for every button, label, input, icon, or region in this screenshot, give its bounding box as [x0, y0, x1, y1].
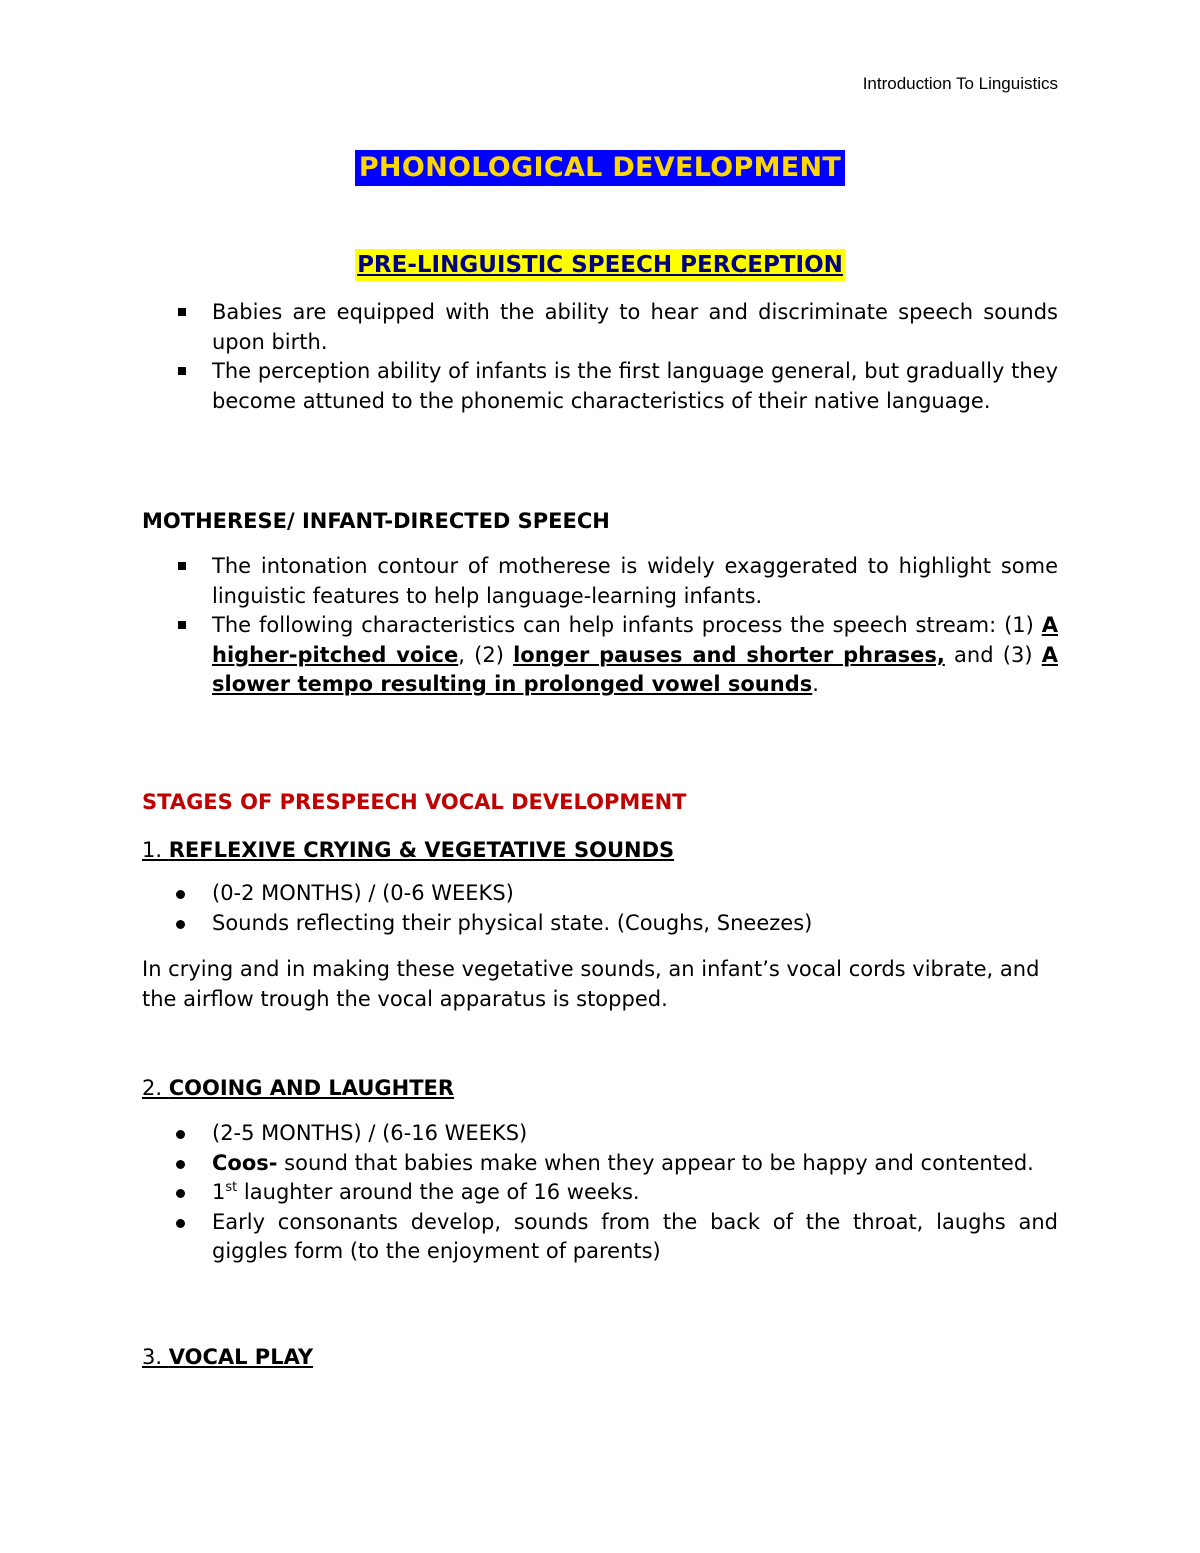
section-motherese	[142, 552, 1058, 700]
stage-1-list	[142, 879, 1058, 938]
list-item: Coos- sound that babies make when they appear to be happy and contented.	[142, 1149, 1058, 1179]
stage-heading-reflexive-crying: 1. REFLEXIVE CRYING & VEGETATIVE SOUNDS	[142, 838, 675, 862]
section-heading-motherese: MOTHERESE/ INFANT-DIRECTED SPEECH	[142, 509, 610, 533]
list-item: 1st laughter around the age of 16 weeks.	[142, 1178, 1058, 1208]
round-bullet-icon	[176, 1219, 185, 1228]
square-bullet-icon	[178, 308, 186, 316]
list-item: (2-5 MONTHS) / (6-16 WEEKS)	[142, 1119, 1058, 1149]
round-bullet-icon	[176, 1189, 185, 1198]
document-title: PHONOLOGICAL DEVELOPMENT	[355, 150, 845, 186]
section-heading-speech-perception: PRE-LINGUISTIC SPEECH PERCEPTION	[355, 249, 845, 281]
list-item: Early consonants develop, sounds from the back of the throat, laughs and giggles form (to the enjoyment of parents)	[142, 1208, 1058, 1267]
list-item: The perception ability of infants is the first language general, but gradually they become attuned to the phonemic characteristics of their native language.	[142, 357, 1058, 416]
emphasis-slower-tempo: A slower tempo resulting in prolonged vowel sounds	[212, 642, 1058, 697]
section-speech-perception	[142, 298, 1058, 416]
stage-1-paragraph: In crying and in making these vegetative sounds, an infant’s vocal cords vibrate, and the airflow trough the vocal apparatus is stopped.	[142, 957, 1040, 1011]
round-bullet-icon	[176, 1160, 185, 1169]
list-item: Babies are equipped with the ability to hear and discriminate speech sounds upon birth.	[142, 298, 1058, 357]
emphasis-longer-pauses: longer pauses and shorter phrases,	[513, 642, 945, 667]
stage-2-list	[142, 1119, 1058, 1267]
round-bullet-icon	[176, 920, 185, 929]
emphasis-higher-pitched-voice: A higher-pitched voice	[212, 613, 1058, 667]
list-item: The intonation contour of motherese is widely exaggerated to highlight some linguistic features to help language-learning infants.	[142, 552, 1058, 611]
round-bullet-icon	[176, 1130, 185, 1139]
running-header: Introduction To Linguistics	[862, 74, 1058, 93]
square-bullet-icon	[178, 621, 186, 629]
square-bullet-icon	[178, 367, 186, 375]
round-bullet-icon	[176, 890, 185, 899]
stage-heading-cooing: 2. COOING AND LAUGHTER	[142, 1076, 455, 1100]
list-item: Sounds reflecting their physical state. (Coughs, Sneezes)	[142, 909, 1058, 939]
list-item: The following characteristics can help infants process the speech stream: (1) A higher-pitched voice, (2) longer pauses and shorter phrases, and (3) A slower tempo resulting in prolonged vowel sounds.	[142, 611, 1058, 700]
section-heading-prespeech-stages: STAGES OF PRESPEECH VOCAL DEVELOPMENT	[142, 790, 687, 814]
list-item: (0-2 MONTHS) / (0-6 WEEKS)	[142, 879, 1058, 909]
square-bullet-icon	[178, 562, 186, 570]
stage-heading-vocal-play: 3. VOCAL PLAY	[142, 1345, 314, 1369]
